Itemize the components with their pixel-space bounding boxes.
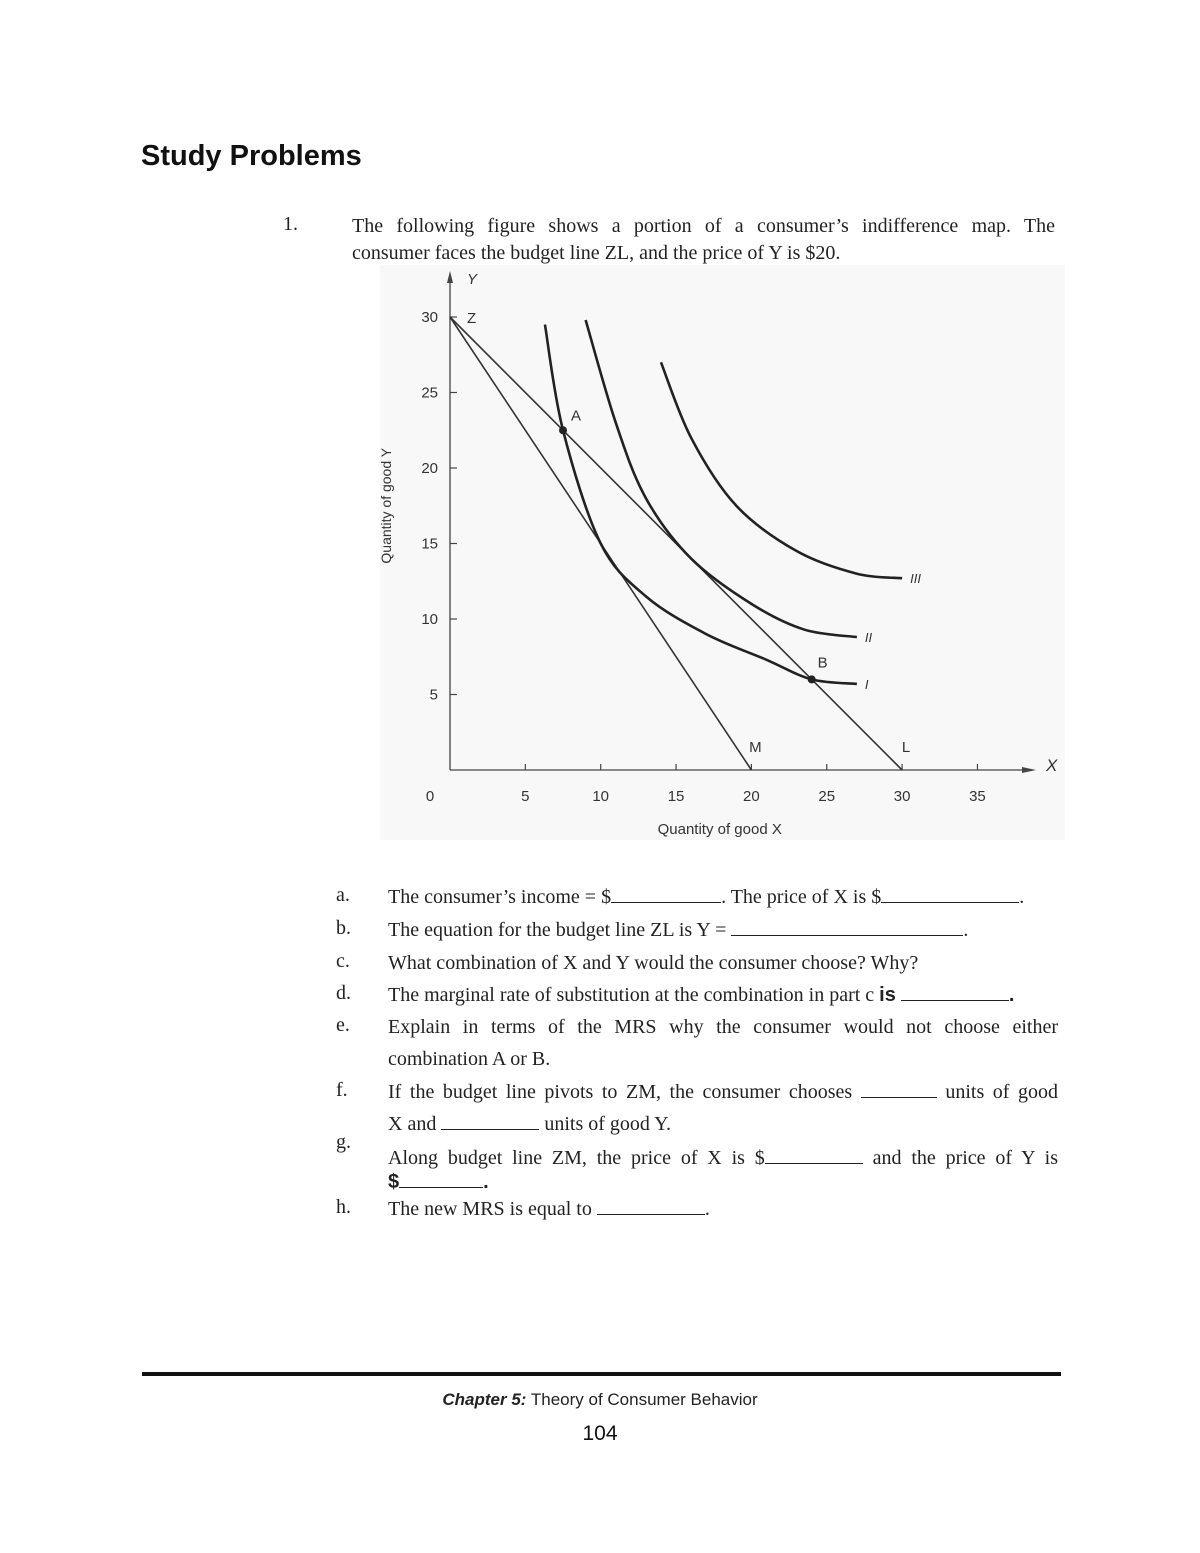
x-tick-label: 5 (521, 788, 530, 805)
part-f-text-4: units of good Y. (544, 1113, 672, 1135)
budget-end-label: L (901, 739, 911, 756)
x-tick-label: 0 (425, 788, 435, 805)
page-number: 104 (582, 1422, 618, 1445)
question-line-1: The following figure shows a portion of a consumer’s indifference map. The (352, 215, 1055, 237)
point-label: B (817, 654, 828, 672)
part-a-text-2: . The price of X is $ (721, 886, 882, 908)
part-e-line-2: combination A or B. (388, 1048, 551, 1070)
question-line-2: consumer faces the budget line ZL, and the price of Y is $20. (352, 242, 841, 264)
question-text (352, 213, 1055, 267)
x-tick-label: 10 (592, 788, 610, 805)
x-units-blank[interactable] (861, 1079, 937, 1098)
part-b-text (388, 914, 1058, 946)
x-axis-title: Quantity of good X (657, 821, 782, 838)
y-tick-label: 15 (421, 535, 438, 553)
part-e-line-1: Explain in terms of the MRS why the consumer would not choose either (388, 1016, 1058, 1038)
part-g-line-2 (388, 1169, 1058, 1193)
part-a-text-3: . (1019, 886, 1025, 908)
price-x-blank[interactable] (881, 884, 1019, 903)
part-g-dollar: $ (388, 1171, 400, 1193)
part-d-is: is (879, 984, 896, 1006)
x-axis-letter: X (1046, 756, 1058, 775)
y-tick-label: 25 (421, 384, 438, 402)
part-f-line-2 (388, 1108, 1058, 1140)
y-units-blank[interactable] (441, 1111, 539, 1130)
new-mrs-blank[interactable] (597, 1196, 705, 1215)
part-c-letter: c. (336, 950, 350, 972)
point-b (808, 675, 816, 683)
zm-price-x-blank[interactable] (765, 1145, 863, 1164)
y-tick-label: 5 (429, 686, 438, 704)
part-f-text (388, 1076, 1058, 1140)
budget-end-label: Z (467, 310, 477, 327)
budget-end-label: M (749, 739, 762, 756)
part-f-line-1 (388, 1076, 1058, 1108)
part-b-text-2: . (963, 919, 969, 941)
footer-chapter (0, 1390, 1200, 1410)
footer-chapter-label: Chapter 5: (442, 1390, 527, 1409)
part-f-letter: f. (336, 1079, 348, 1101)
question-number: 1. (283, 213, 298, 235)
y-tick-label: 10 (421, 611, 438, 628)
part-e-letter: e. (336, 1014, 350, 1036)
budget-equation-blank[interactable] (731, 917, 963, 936)
x-tick-label: 15 (667, 788, 685, 805)
part-b-text-1: The equation for the budget line ZL is Y = (388, 919, 727, 941)
part-a-letter: a. (336, 884, 350, 906)
footer-chapter-title: Theory of Consumer Behavior (526, 1390, 758, 1409)
point-a (559, 426, 567, 434)
part-c-text: What combination of X and Y would the consumer choose? Why? (388, 952, 919, 974)
indifference-curve-label: I (864, 676, 869, 692)
x-tick-label: 20 (743, 788, 760, 805)
page-heading: Study Problems (141, 140, 362, 172)
part-h-text-1: The new MRS is equal to (388, 1198, 592, 1220)
part-d-letter: d. (336, 982, 351, 1004)
footer-rule (142, 1372, 1061, 1376)
part-g-text-1: Along budget line ZM, the price of X is $ (388, 1147, 765, 1169)
mrs-blank[interactable] (901, 982, 1009, 1001)
part-g-text-4: . (483, 1171, 489, 1193)
part-d-text (388, 979, 1058, 1011)
part-a-text-1: The consumer’s income = $ (388, 886, 612, 908)
part-f-text-2: units of good (945, 1081, 1059, 1103)
part-f-text-3: X and (388, 1113, 437, 1135)
part-b-letter: b. (336, 917, 351, 939)
indifference-curve-label: II (864, 630, 873, 646)
x-tick-label: 35 (969, 788, 986, 805)
part-h-text-2: . (704, 1198, 710, 1220)
plot-background (380, 265, 1065, 840)
y-axis-letter: Y (467, 271, 478, 288)
indifference-map-chart (370, 265, 1070, 843)
point-label: A (571, 407, 582, 425)
part-h-letter: h. (336, 1196, 351, 1218)
y-axis-title: Quantity of good Y (378, 447, 394, 564)
part-f-text-1: If the budget line pivots to ZM, the consumer chooses (388, 1081, 853, 1103)
part-g-text-2: and the price of Y is (872, 1147, 1059, 1169)
indifference-curve-label: III (910, 571, 921, 587)
part-h-text (388, 1193, 1058, 1225)
part-g-letter: g. (336, 1131, 351, 1153)
part-e-text (388, 1011, 1058, 1075)
x-tick-label: 25 (818, 788, 836, 805)
y-tick-label: 30 (421, 309, 438, 326)
part-a-text (388, 881, 1058, 913)
part-d-text-1: The marginal rate of substitution at the combination in part c (388, 984, 875, 1006)
part-g-line-1 (388, 1145, 1058, 1169)
part-d-text-3: . (1008, 984, 1015, 1006)
part-g-text (388, 1145, 1058, 1193)
x-tick-label: 30 (893, 788, 911, 805)
y-tick-label: 20 (421, 460, 438, 477)
zm-price-y-blank[interactable] (399, 1169, 483, 1188)
income-blank[interactable] (611, 884, 721, 903)
